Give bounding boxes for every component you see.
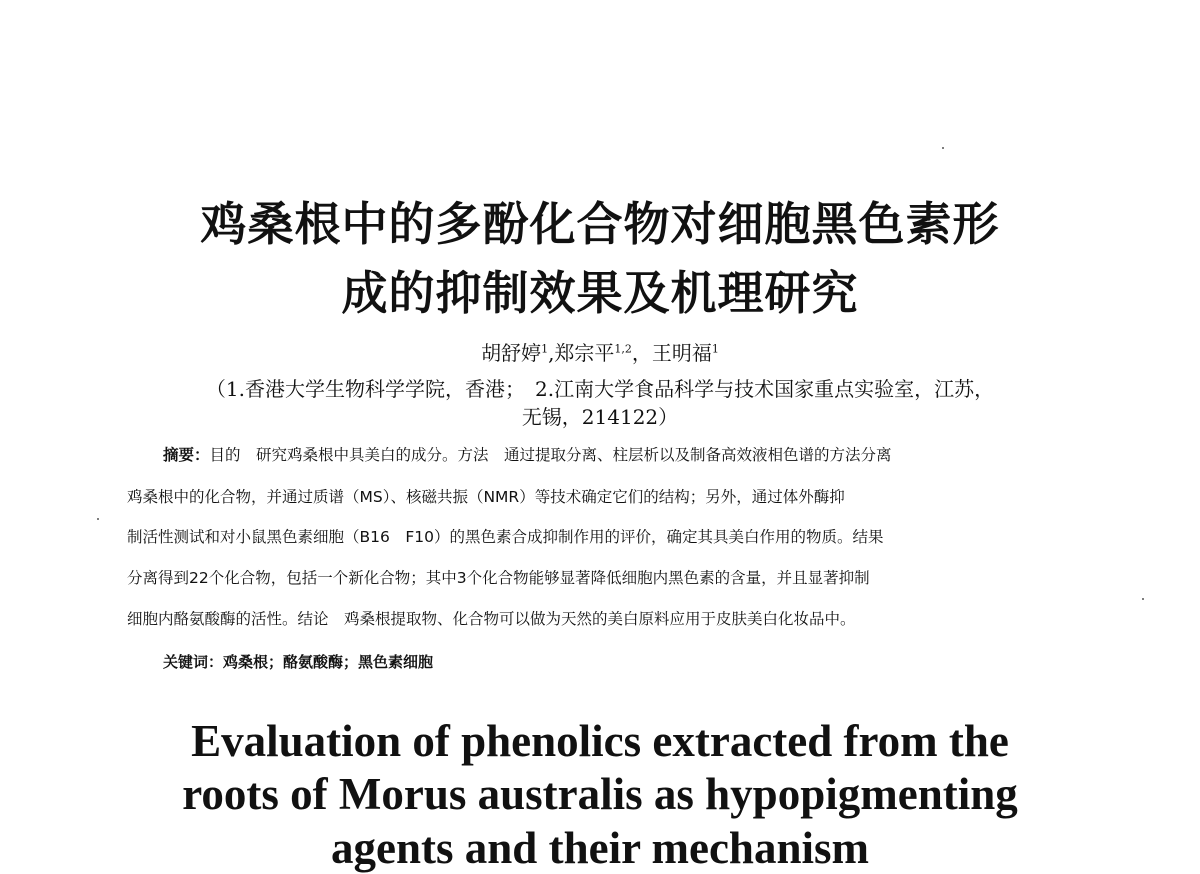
abstract-line-3: 制活性测试和对小鼠黑色素细胞（B16 F10）的黑色素合成抑制作用的评价，确定其具美白作用的物质。结果 xyxy=(127,528,884,546)
author-list xyxy=(0,337,1200,366)
chinese-title-line-2: 成的抑制效果及机理研究 xyxy=(341,266,859,320)
affiliation-line-1: （1.香港大学生物科学学院，香港； 2.江南大学食品科学与技术国家重点实验室，江苏， xyxy=(205,377,995,401)
abstract-line-5: 细胞内酪氨酸酶的活性。结论 鸡桑根提取物、化合物可以做为天然的美白原料应用于皮肤美白化妆品中。 xyxy=(127,610,856,628)
keywords: 关键词：鸡桑根；酪氨酸酶；黑色素细胞 xyxy=(163,653,434,671)
abstract-line-4: 分离得到22个化合物，包括一个新化合物；其中3个化合物能够显著降低细胞内黑色素的含量，并且显著抑制 xyxy=(127,569,870,587)
author-wang-affil: 1 xyxy=(711,342,719,356)
author-hu: 胡舒婷 xyxy=(481,341,542,365)
english-title-line-1: Evaluation of phenolics extracted from the xyxy=(191,716,1009,766)
scan-speck xyxy=(97,518,99,520)
scan-speck xyxy=(942,147,944,149)
author-zheng: ,郑宗平 xyxy=(548,341,615,365)
chinese-title-line-1: 鸡桑根中的多酚化合物对细胞黑色素形 xyxy=(200,197,1000,251)
author-zheng-affil: 1,2 xyxy=(614,342,632,356)
abstract-line-1 xyxy=(163,443,1107,465)
affiliation-line-2: 无锡，214122） xyxy=(521,405,679,429)
author-hu-affil: 1 xyxy=(541,342,549,356)
abstract-line-2: 鸡桑根中的化合物，并通过质谱（MS）、核磁共振（NMR）等技术确定它们的结构；另外，通过体外酶抑 xyxy=(127,488,845,506)
abstract-text-1: 目的 研究鸡桑根中具美白的成分。方法 通过提取分离、柱层析以及制备高效液相色谱的方法分离 xyxy=(209,446,892,464)
abstract-label: 摘要： xyxy=(163,446,210,464)
author-wang: ，王明福 xyxy=(631,341,712,365)
english-title-line-3: agents and their mechanism xyxy=(331,823,869,873)
scan-speck xyxy=(1142,598,1144,600)
english-title-line-2: roots of Morus australis as hypopigmenting xyxy=(182,769,1018,819)
